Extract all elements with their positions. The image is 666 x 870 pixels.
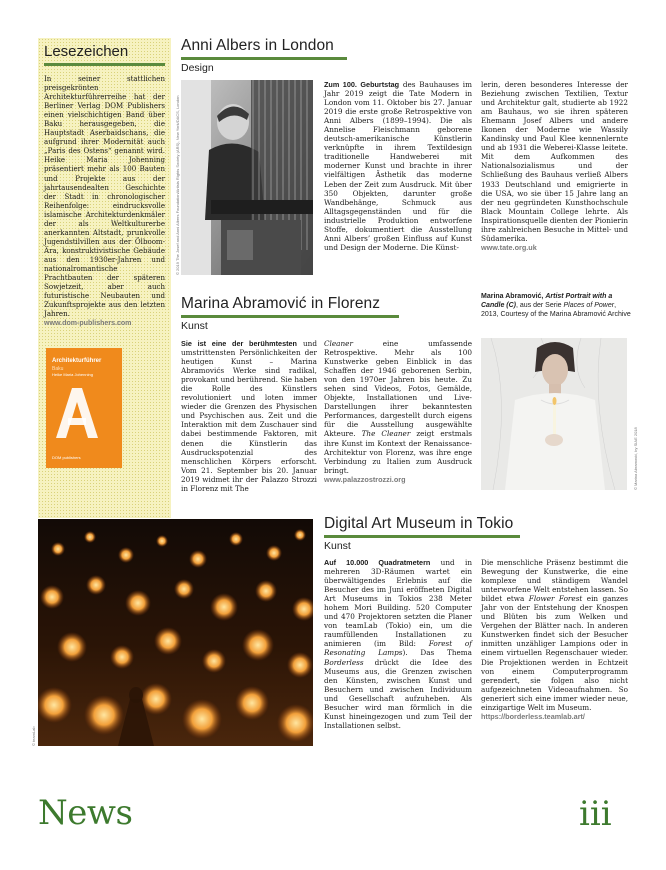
footer-page-number: iii xyxy=(579,794,612,834)
article3-rule xyxy=(324,535,520,538)
article2-col2-text-a: eine umfassende Retrospektive. Mehr als 100 Kunstwerke geben Einblick in das Schaffen der 1946 geborenen Serbin, von den 1970er Jahren bis heute. Zu sehen sind Videos, Fotos, Gemälde, Objekte, Installationen und Live-Darstellungen ihrer bekanntesten Performances, dargestellt durch eigens für die Ausstellung ausgewählte Akteure. xyxy=(324,339,472,439)
article1-photo xyxy=(181,80,313,275)
caption-series: Places of Power xyxy=(563,302,615,309)
article3-headline: Digital Art Museum in Tokio xyxy=(324,515,514,532)
article3-col2-italic: Flower Forest xyxy=(528,594,583,604)
article2-col1-text: und umstrittensten Persönlichkeiten der heutigen Kunst – Marina Abramovićs Werke sind radikal, provokant und berührend. Sie haben die Rolle des Künstlers revolutioniert und loten immer wieder die Grenzen des Physischen und Psychischen aus. Zeit und die Interaktion mit dem Zuschauer sind dabei bestimmende Faktoren, mit denen die Künstlerin das Ausdruckspotenzial des menschlichen Körpers erforscht. Vom 21. September bis 20. Januar 2019 widmet ihr der Palazzo Strozzi in Florenz mit The xyxy=(181,339,317,493)
book-subtitle: Baku xyxy=(52,366,64,372)
caption-name: Marina Abramović, xyxy=(481,293,546,300)
article2-col2-text-b: zeigt erstmals ihre Kunst im Kontext der Renaissance-Architektur von Florenz, was ihre enge Verbindung zu Italien zum Ausdruck bringt. xyxy=(324,429,472,475)
article3-photo-credit: © teamLab xyxy=(31,726,36,746)
caption-end: , 2013, Courtesy of the Marina Abramović Archive xyxy=(481,302,631,318)
article3-link[interactable]: https://borderless.teamlab.art/ xyxy=(481,711,585,721)
footer-section-title: News xyxy=(38,793,133,833)
book-letter-a-icon xyxy=(52,384,100,440)
sidebar-title: Lesezeichen xyxy=(44,43,129,60)
article2-headline: Marina Abramović in Florenz xyxy=(181,295,381,312)
article3-col1-italic: Forest of Resonating Lamps xyxy=(324,639,472,658)
article3-photo xyxy=(38,519,313,746)
article1-photo-credit: © 2019 The Josef and Anni Albers Foundation/Artists Rights Society (ARS), New York/DACS, London xyxy=(175,95,180,275)
sidebar-link[interactable]: www.dom-publishers.com xyxy=(44,320,132,328)
article3-col1-text-b: ). Das Thema xyxy=(402,648,472,658)
article2-col2-italic: Cleaner xyxy=(324,339,353,348)
article3-col2-text-a: Die menschliche Präsenz bestimmt die Bewegung der Kunstwerke, die eine komplexe und ständigem Wandel unterworfene Welt entstehen lassen. So bildet etwa xyxy=(481,558,628,604)
sidebar-text: In seiner stattlichen preisgekrönten Architekturführerreihe hat der Berliner Verlag DOM Publishers einen vielschichtigen Band über Baku herausgegeben, die Hauptstadt Aserbaidschans, die aufgrund ihrer Modernität auch „Paris des Ostens“ genannt wird. Heike Maria Johenning präsentiert mehr als 100 Bauten und Projekte aus der jahrtausendealten Geschichte der Stadt in chronologischer Reihenfolge: eindrucksvolle islamische Architekturdenkmäler der als Weltkulturerbe anerkannten Altstadt, prunkvolle Jugendstilvillen aus der Ölboom-Ära, konstruktivistische Gebäude aus den 1930er-Jahren und nationalromantische Prachtbauten der späteren Sowjetzeit, aber auch futuristische Neubauten und Zukunftsprojekte aus den letzten Jahren. xyxy=(44,74,165,319)
article2-lead: Sie ist eine der berühmtesten xyxy=(181,339,297,348)
article3-col1 xyxy=(324,558,472,730)
article3-col1-text-c: drückt die Idee des Museums aus, die Grenzen zwischen den Künsten, zwischen Kunst und Besuchern und zwischen Individuum und Gesellschaft aufzuheben. Als Besucher wird man förmlich in die Kunst hineingezogen und zum Teil der Installationen selbst. xyxy=(324,657,472,730)
article3-col1-text-a: und in mehreren 3D-Räumen wartet ein überwältigendes Erlebnis auf die Besucher des im Juni eröffneten Digital Art Museums in Tokios 238 Meter hohem Mori Building. 520 Computer und 470 Projektoren setzten die Planer von teamLab (Tokio) ein, um die raumfüllenden Installationen zu animieren (im Bild: xyxy=(324,558,472,649)
article1-col1-text: des Bauhauses im Jahr 2019 zeigt die Tate Modern in London vom 11. Oktober bis 27. Januar 2019 die erste große Retrospektive von Anni Albers (1899–1994). Die als Annelise Fleischmann geborene deutsch-amerikanische Künstlerin verknüpfte in ihrem Textildesign traditionelle Handweberei mit moderner Kunst und brachte in ihrer vielfältigen Ästhetik das moderne Leben der Zeit zum Ausdruck. Mit über 350 Objekten, darunter große Wandbehänge, Schmuck aus Alltagsgegenständen und für die industrielle Produktion entworfene Stoffe, dokumentiert die Ausstellung Anni Albers’ großen Einfluss auf Kunst und Design der Moderne. Die Künst- xyxy=(324,80,472,252)
book-publisher: DOM publishers xyxy=(52,455,81,460)
caption-work: Artist Portrait with a Candle (C) xyxy=(481,293,613,309)
article1-lead: Zum 100. Geburtstag xyxy=(324,80,400,89)
article1-headline: Anni Albers in London xyxy=(181,37,334,54)
article2-col2-italic2: The Cleaner xyxy=(361,429,411,439)
weaving-photo-image xyxy=(181,80,313,275)
article2-caption xyxy=(481,292,631,319)
article2-photo-credit: © Marina Abramović, by SIAE 2018 xyxy=(633,427,638,490)
article1-col1 xyxy=(324,80,472,252)
article2-rule xyxy=(181,315,399,318)
caption-rest: , aus der Serie xyxy=(516,302,564,309)
article1-col2 xyxy=(481,80,628,252)
book-title: Architekturführer xyxy=(52,358,102,364)
article2-col2 xyxy=(324,339,472,484)
article1-link[interactable]: www.tate.org.uk xyxy=(481,242,537,252)
article3-lead: Auf 10.000 Quadratmetern xyxy=(324,558,431,567)
article3-col2 xyxy=(481,558,628,721)
article1-col2-text: lerin, deren besonderes Interesse der Beziehung zwischen Textilien, Textur und Architektur galt, studierte ab 1922 am Bauhaus, wo sie ihren späteren Ehemann Josef Albers und andere Ikonen der Moderne wie Wassily Kandinsky und Paul Klee kennenlernte und ab 1931 die Weberei-Klasse leitete. Mit dem Aufkommen des Nationalsozialismus und der Schließung des Bauhaus verließ Albers 1933 Deutschland und emigrierte in die USA, wo sie über 15 Jahre lang an der neu gegründeten Kunsthochschule Black Mountain College lehrte. Als Inspirationsquelle dienten der Pionierin ihre zahlreichen Besuche in Mittel- und Südamerika. xyxy=(481,80,628,243)
book-cover xyxy=(46,348,122,468)
article3-col1-italic2: Borderless xyxy=(324,657,364,667)
article2-category: Kunst xyxy=(181,320,208,332)
article3-col2-text-b: ein ganzes Jahr von der Entstehung der Knospen und Blüten bis zum Welken und Vergehen der Blätter nach. In anderen Kunstwerken findet sich der Besucher inmitten unzähliger Lampions oder in einem virtuellen Regenschauer wieder. Die Projektionen werden in Echtzeit von einem Computerprogramm gerendert, sie folgen also nicht aufgezeichneten Videoaufnahmen. So generiert sich eine immer wieder neue, einzigartige Welt im Museum. xyxy=(481,594,628,712)
article1-category: Design xyxy=(181,62,214,74)
sidebar-rule xyxy=(44,63,165,66)
article2-col1 xyxy=(181,339,317,493)
article1-rule xyxy=(181,57,347,60)
article2-link[interactable]: www.palazzostrozzi.org xyxy=(324,474,406,484)
portrait-photo-image xyxy=(481,338,627,490)
article2-photo xyxy=(481,338,627,490)
lamps-photo-image xyxy=(38,519,313,746)
book-author: Heike Maria Johenning xyxy=(52,372,93,377)
sidebar-bookmark xyxy=(38,38,171,518)
article3-category: Kunst xyxy=(324,540,351,552)
